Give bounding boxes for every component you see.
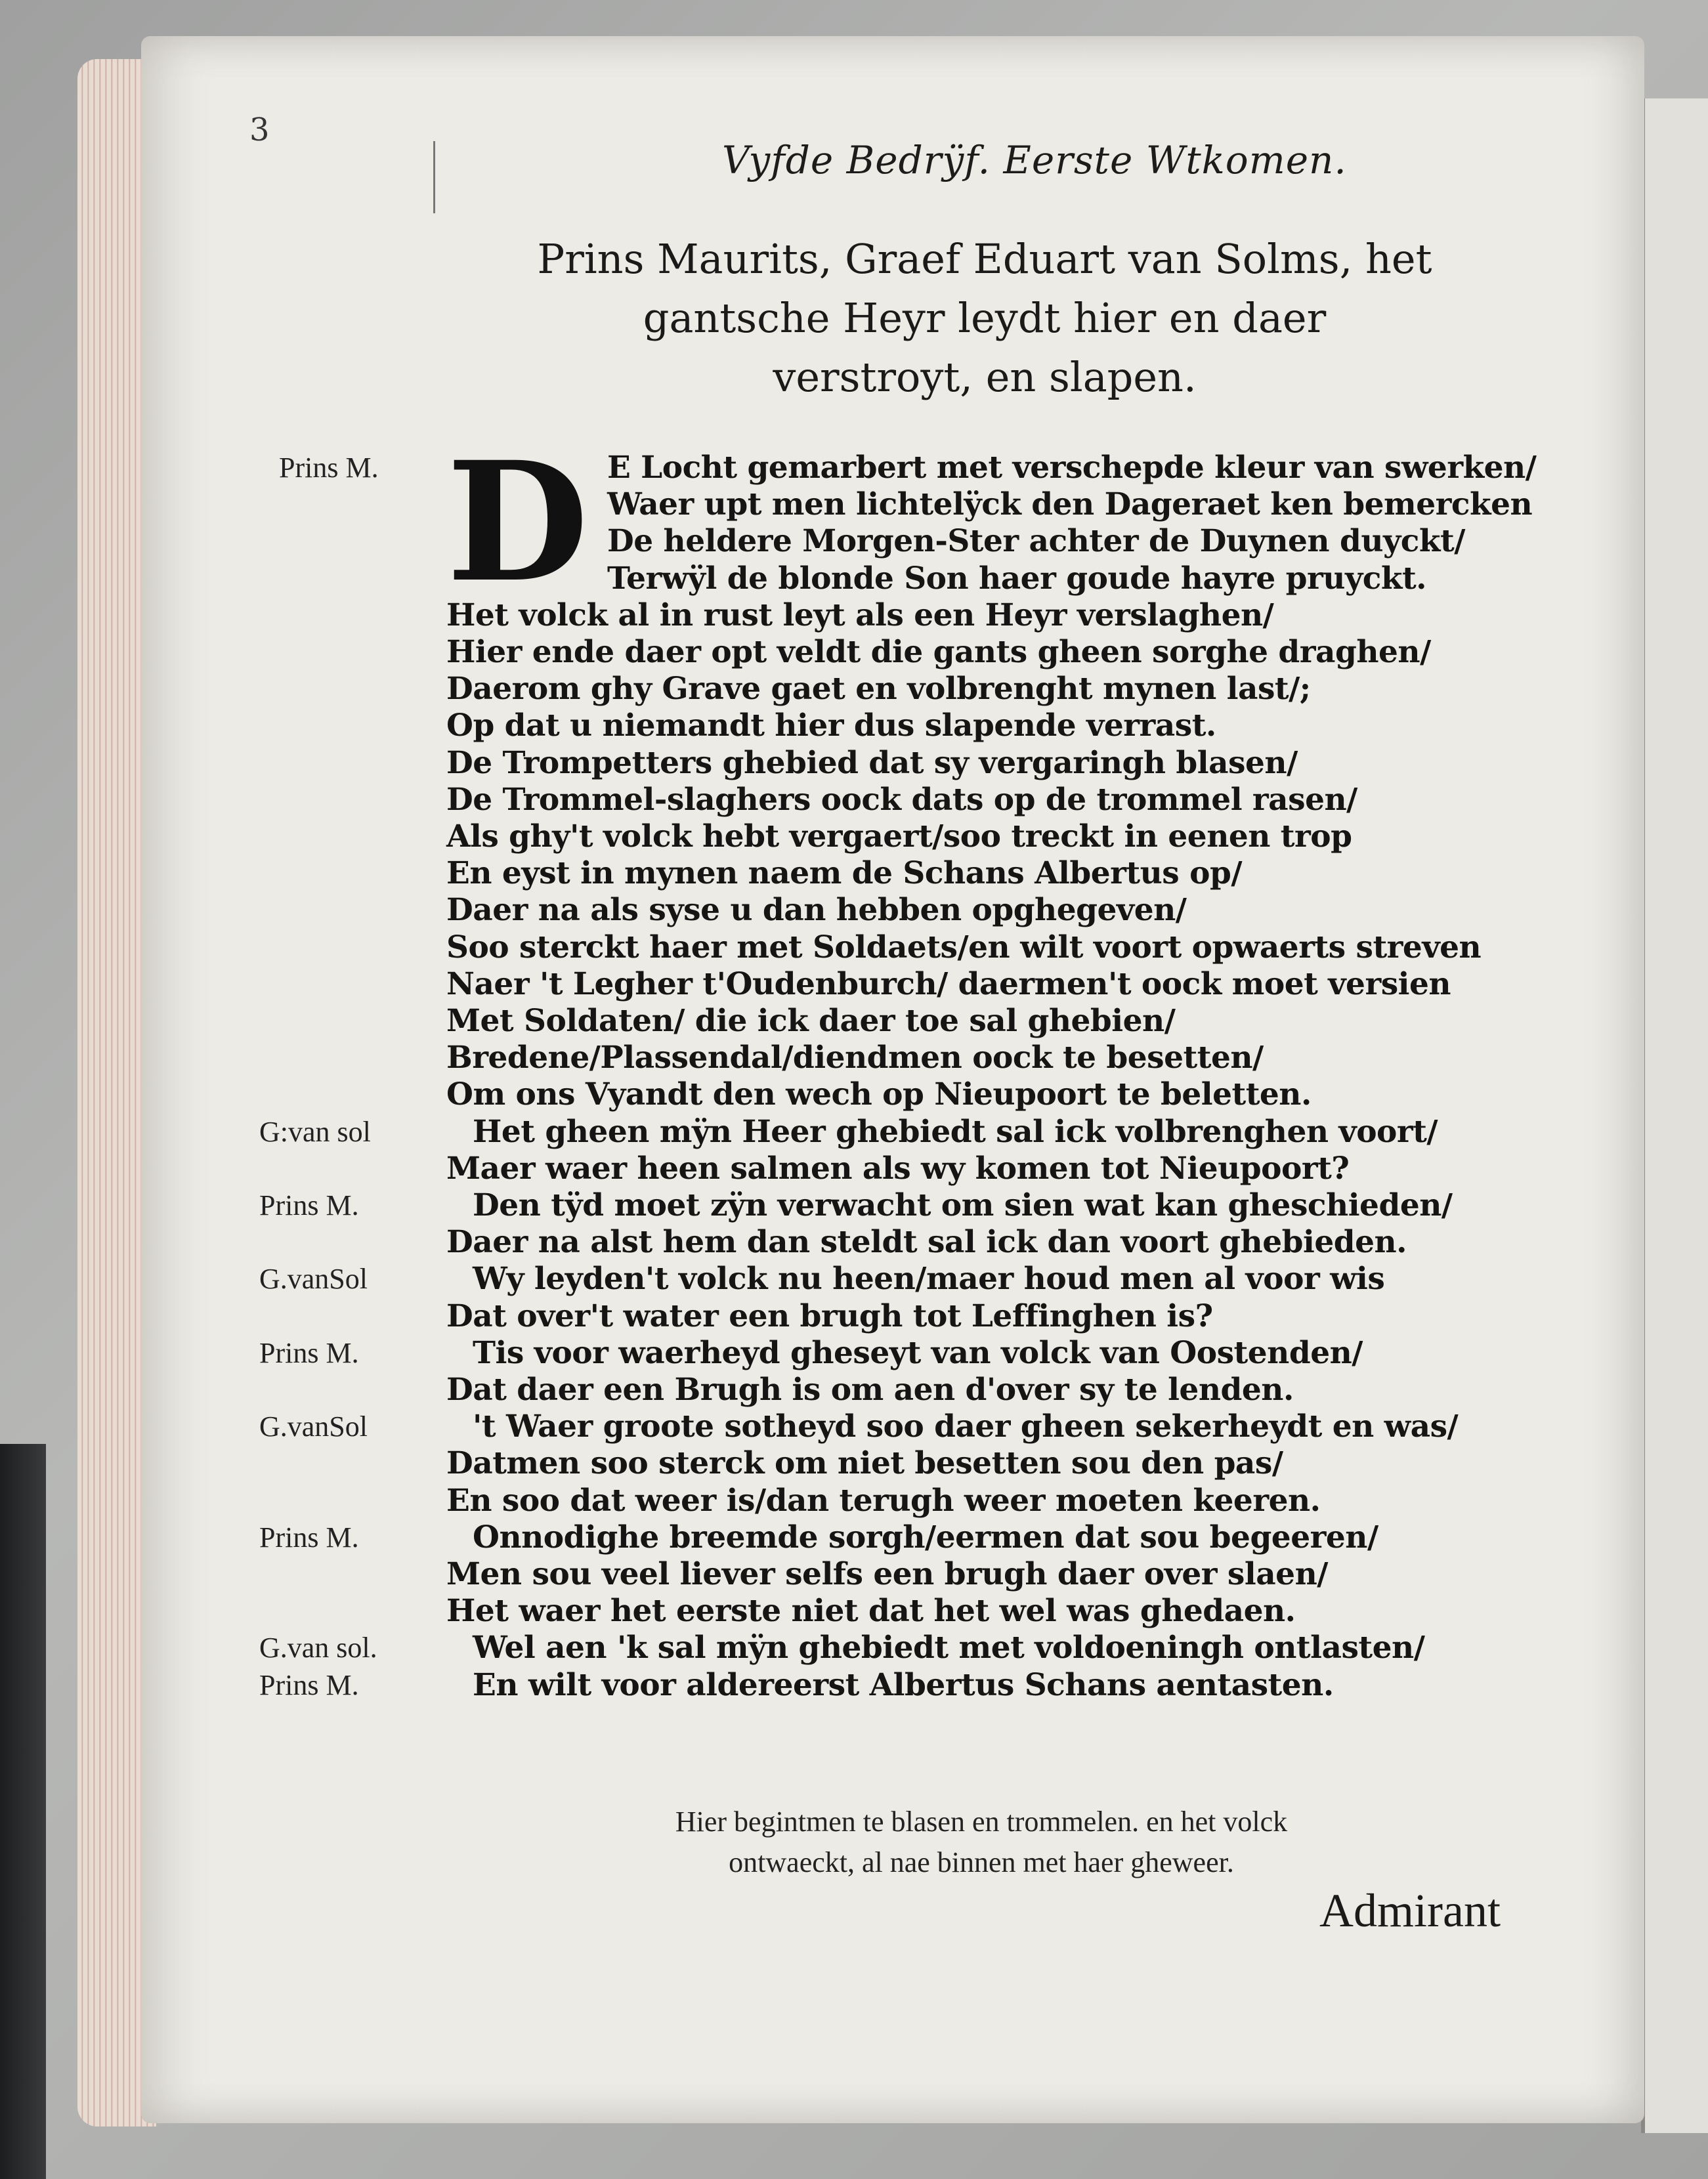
verse-line: Daer na als syse u dan hebben opghegeven/: [446, 892, 1187, 929]
verse-line: Naer 't Legher t'Oudenburch/ daermen't oock moet versien: [446, 965, 1451, 1002]
scene-heading-line: gantsche Heyr leydt hier en daer: [643, 294, 1327, 342]
page-mark: 3: [249, 112, 270, 148]
scene-heading-line: verstroyt, en slapen.: [773, 353, 1197, 401]
verse-line: Hier ende daer opt veldt die gants gheen sorghe draghen/: [446, 634, 1431, 670]
verse-line: Als ghy't volck hebt vergaert/soo treckt in eenen trop: [446, 818, 1352, 855]
verse-line: Wy leyden't volck nu heen/maer houd men al voor wis: [473, 1261, 1385, 1298]
verse-line: En soo dat weer is/dan terugh weer moeten keeren.: [446, 1482, 1321, 1519]
speaker-label: Prins M.: [279, 452, 379, 484]
verse-line: Met Soldaten/ die ick daer toe sal ghebien/: [446, 1003, 1176, 1039]
verse-line: Dat over't water een brugh tot Leffinghen is?: [446, 1298, 1213, 1334]
catchword: Admirant: [1319, 1884, 1501, 1937]
verse-line: 't Waer groote sotheyd soo daer gheen sekerheydt en was/: [473, 1408, 1459, 1445]
speaker-label: G.vanSol: [259, 1410, 368, 1443]
verse-line: Terwÿl de blonde Son haer goude hayre pruyckt.: [607, 560, 1427, 597]
verse-line: Onnodighe breemde sorgh/eermen dat sou begeeren/: [473, 1519, 1378, 1555]
verse-line: Dat daer een Brugh is om aen d'over sy te lenden.: [446, 1372, 1294, 1408]
drop-cap: D: [446, 425, 589, 618]
verse-line: Tis voor waerheyd gheseyt van volck van Oostenden/: [473, 1334, 1363, 1371]
facing-page-edge: [1641, 98, 1708, 2133]
stage-direction-line: ontwaeckt, al nae binnen met haer gheweer.: [729, 1846, 1234, 1878]
verse-line: De Trommel-slaghers oock dats op de trommel rasen/: [446, 781, 1357, 818]
verse-line: Datmen soo sterck om niet besetten sou den pas/: [446, 1445, 1283, 1482]
verse-line: De Trompetters ghebied dat sy vergaringh blasen/: [446, 744, 1298, 781]
verse-line: Waer upt men lichtelÿck den Dageraet ken bemercken: [607, 486, 1533, 523]
speaker-label: Prins M.: [259, 1668, 359, 1701]
verse-line: En wilt voor aldereerst Albertus Schans aentasten.: [473, 1666, 1334, 1703]
verse-line: Het volck al in rust leyt als een Heyr verslaghen/: [446, 597, 1274, 633]
running-head: Vyfde Bedrÿf. Eerste Wtkomen.: [722, 138, 1347, 182]
verse-line: Soo sterckt haer met Soldaets/en wilt voort opwaerts streven: [446, 929, 1482, 965]
stage-direction: [555, 1802, 1408, 1883]
verse-line: Om ons Vyandt den wech op Nieupoort te beletten.: [446, 1076, 1312, 1113]
stage-direction-line: Hier begintmen te blasen en trommelen. en het volck: [675, 1806, 1288, 1838]
speaker-label: Prins M.: [259, 1521, 359, 1554]
speaker-label: G.vanSol: [259, 1263, 368, 1296]
speaker-label: Prins M.: [259, 1189, 359, 1221]
speaker-label: G.van sol.: [259, 1632, 377, 1664]
verse-line: Wel aen 'k sal mÿn ghebiedt met voldoeningh ontlasten/: [473, 1630, 1425, 1666]
scene-heading: [525, 230, 1444, 407]
verse-line: En eyst in mynen naem de Schans Albertus op/: [446, 855, 1243, 892]
scene-heading-line: Prins Maurits, Graef Eduart van Solms, het: [537, 235, 1432, 283]
verse-line: Den tÿd moet zÿn verwacht om sien wat kan gheschieden/: [473, 1187, 1453, 1223]
dark-edge: [0, 1444, 46, 2179]
verse-line: De heldere Morgen-Ster achter de Duynen duyckt/: [607, 523, 1465, 560]
speaker-label: G:van sol: [259, 1115, 371, 1148]
verse-line: Op dat u niemandt hier dus slapende verrast.: [446, 708, 1216, 744]
verse-line: Daer na alst hem dan steldt sal ick dan voort ghebieden.: [446, 1224, 1407, 1261]
verse-line: Men sou veel liever selfs een brugh daer over slaen/: [446, 1556, 1328, 1592]
verse-line: Daerom ghy Grave gaet en volbrenght mynen last/;: [446, 671, 1311, 708]
verse-line: E Locht gemarbert met verschepde kleur van swerken/: [607, 450, 1537, 486]
verse-line: Het waer het eerste niet dat het wel was ghedaen.: [446, 1593, 1296, 1630]
verse-line: Maer waer heen salmen als wy komen tot Nieupoort?: [446, 1150, 1350, 1187]
verse-line: Bredene/Plassendal/diendmen oock te besetten/: [446, 1040, 1264, 1076]
gutter-mark: [433, 141, 435, 213]
verse-line: Het gheen mÿn Heer ghebiedt sal ick volbrenghen voort/: [473, 1113, 1438, 1150]
speaker-label: Prins M.: [259, 1336, 359, 1369]
